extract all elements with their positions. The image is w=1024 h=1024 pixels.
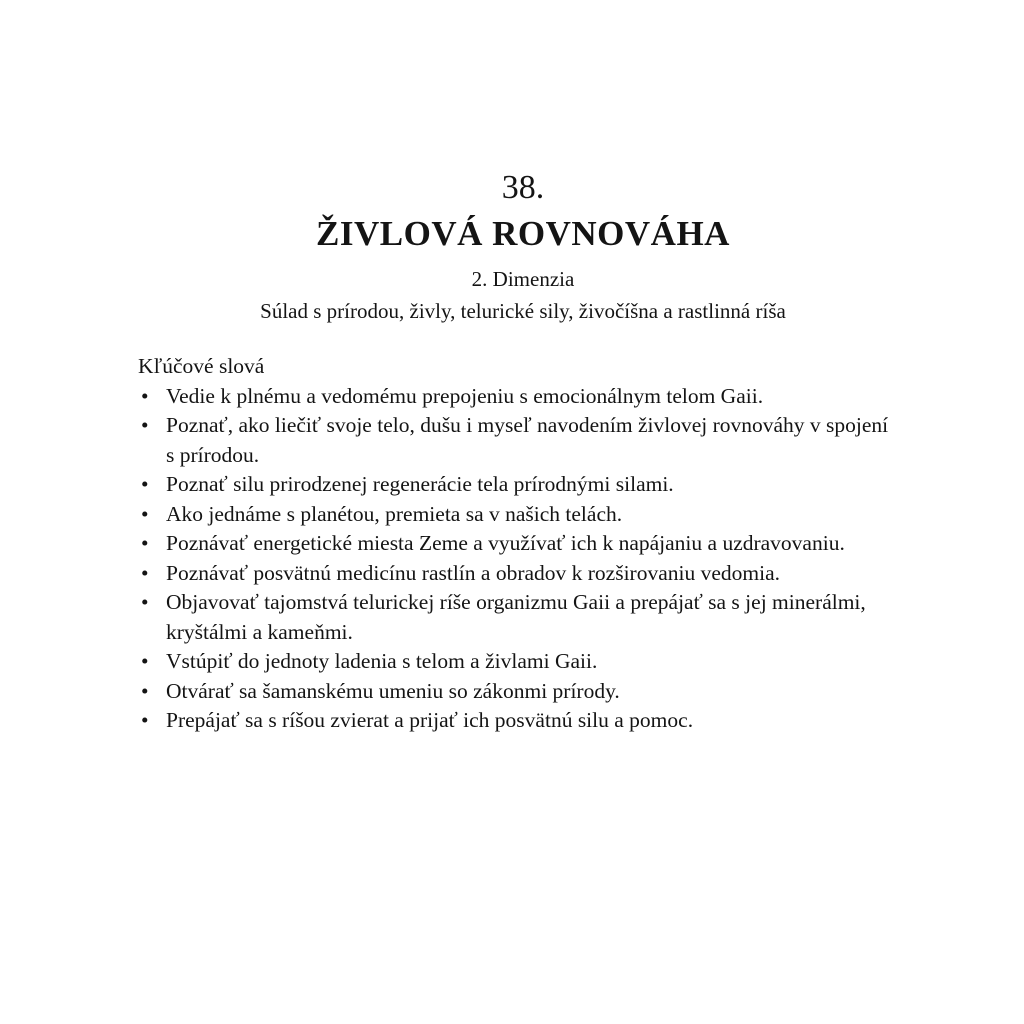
chapter-number: 38. (501, 169, 545, 206)
list-item (138, 559, 898, 589)
bullet-icon: • (141, 560, 149, 585)
chapter-subtitle: Súlad s prírodou, živly, telurické sily, živočíšna a rastlinná ríša (260, 299, 786, 323)
list-item-text: Poznávať posvätnú medicínu rastlín a obradov k rozširovaniu vedomia. (166, 560, 781, 585)
list-item (138, 382, 898, 412)
list-item-text: Ako jednáme s planétou, premieta sa v našich telách. (166, 501, 623, 526)
list-item (138, 411, 898, 470)
list-item-text: Poznávať energetické miesta Zeme a využívať ich k napájaniu a uzdravovaniu. (166, 531, 845, 555)
list-item-text: Poznať silu prirodzenej regenerácie tela prírodnými silami. (166, 472, 674, 496)
keywords-heading: Kľúčové slová (138, 354, 265, 378)
list-item (138, 706, 898, 736)
bullet-icon: • (141, 472, 149, 496)
bullet-icon: • (141, 649, 149, 673)
chapter-title: ŽIVLOVÁ ROVNOVÁHA (316, 214, 730, 253)
list-item (138, 677, 898, 707)
list-item (138, 588, 898, 647)
list-item-text: Vstúpiť do jednoty ladenia s telom a živlami Gaii. (166, 649, 598, 673)
list-item-text: Prepájať sa s ríšou zvierat a prijať ich posvätnú silu a pomoc. (166, 708, 694, 732)
bullet-icon: • (141, 531, 149, 555)
list-item (138, 500, 898, 530)
bullet-icon: • (141, 383, 149, 408)
list-item-text: Poznať, ako liečiť svoje telo, dušu i myseľ navodením živlovej rovnováhy v spojení s prírodou. (166, 413, 889, 467)
chapter-header (0, 168, 1024, 326)
list-item-text: Vedie k plnému a vedomému prepojeniu s emocionálnym telom Gaii. (166, 383, 764, 408)
list-item-text: Objavovať tajomstvá telurickej ríše organizmu Gaii a prepájať sa s jej minerálmi, kryštálmi a kameňmi. (166, 590, 866, 644)
list-item (138, 470, 898, 500)
keyword-list (138, 382, 898, 736)
keywords-section (138, 352, 898, 736)
bullet-icon: • (141, 590, 149, 614)
list-item (138, 529, 898, 559)
list-item-text: Otvárať sa šamanskému umeniu so zákonmi prírody. (166, 678, 620, 703)
dimension-label: 2. Dimenzia (471, 267, 575, 291)
bullet-icon: • (141, 501, 149, 526)
bullet-icon: • (141, 413, 149, 437)
list-item (138, 647, 898, 677)
bullet-icon: • (141, 678, 149, 703)
bullet-icon: • (141, 708, 149, 732)
